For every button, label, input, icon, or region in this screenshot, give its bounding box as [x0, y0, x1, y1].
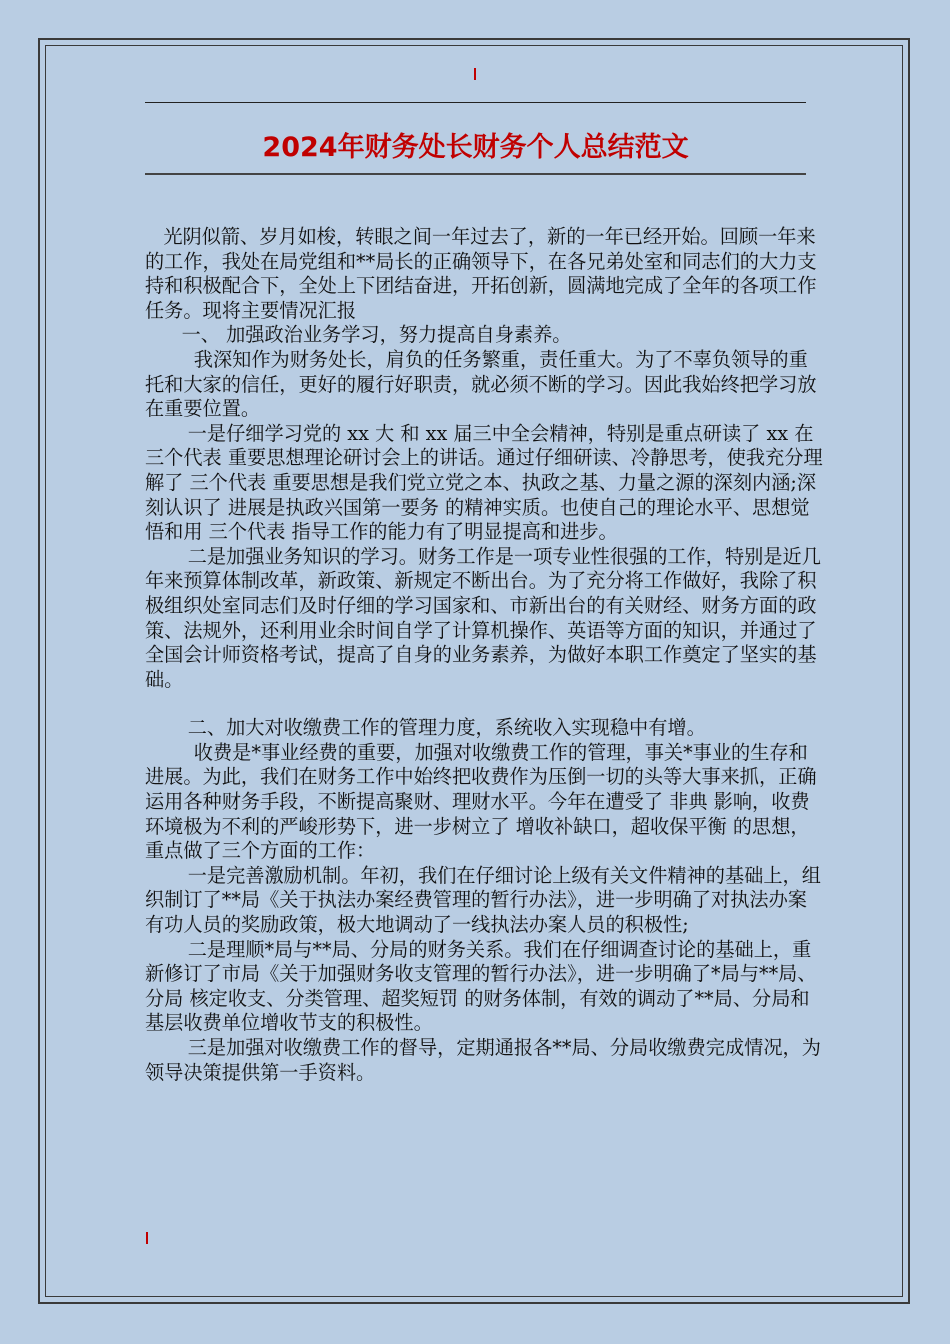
paragraph: 我深知作为财务处长，肩负的任务繁重，责任重大。为了不辜负领导的重托和大家的信任，更好的履行好职责，就必须不断的学习。因此我始终把学习放在重要位置。: [145, 347, 817, 421]
paragraph: 二是理顺*局与**局、分局的财务关系。我们在仔细调查讨论的基础上，重新修订了市局《关于加强财务收支管理的暂行办法》，进一步明确了*局与**局、分局 核定收支、分类管理、超奖短罚 的财务体制，有效的调动了**局、分局和基层收费单位增收节支的积极性。: [145, 937, 817, 1035]
paragraph: 三是加强对收缴费工作的督导，定期通报各**局、分局收缴费完成情况，为领导决策提供第一手资料。: [145, 1036, 821, 1084]
paragraph: 一是完善激励机制。年初，我们在仔细讨论上级有关文件精神的基础上，组织制订了**局《关于执法办案经费管理的暂行办法》，进一步明确了对执法办案有功人员的奖励政策，极大地调动了一线执法办案人员的积极性;: [145, 863, 821, 937]
heading-section-1: 一、 加强政治业务学习，努力提高自身素养。: [145, 323, 572, 347]
paragraph: 一是仔细学习党的 xx 大 和 xx 届三中全会精神，特别是重点研读了 xx 在 三个代表 重要思想理论研讨会上的讲话。通过仔细研读、冷静思考，使我充分理解了 三个代表 重要思想是我们党立党之本、执政之基、力量之源的深刻内涵;深刻认识了 进展是执政兴国第一要务 的精神实质。也使自己的理论水平、思想觉悟和用 三个代表 指导工作的能力有了明显提高和进步。: [145, 421, 823, 544]
heading-section-2: 二、加大对收缴费工作的管理力度，系统收入实现稳中有增。: [145, 716, 706, 740]
header-mark: [474, 68, 476, 80]
header-rule: [145, 102, 806, 103]
title-rule: [145, 173, 806, 175]
paragraph: 收费是*事业经费的重要，加强对收缴费工作的管理，事关*事业的生存和进展。为此，我们在财务工作中始终把收费作为压倒一切的头等大事来抓，正确运用各种财务手段，不断提高聚财、理财水平。今年在遭受了 非典 影响，收费环境极为不利的严峻形势下，进一步树立了 增收补缺口，超收保平衡 的思想，重点做了三个方面的工作：: [145, 740, 817, 863]
document-body: [145, 225, 825, 1085]
footer-mark: [146, 1232, 148, 1244]
paragraph: 二是加强业务知识的学习。财务工作是一项专业性很强的工作，特别是近几年来预算体制改革，新政策、新规定不断出台。为了充分将工作做好，我除了积极组织处室同志们及时仔细的学习国家和、市新出台的有关财经、财务方面的政策、法规外，还利用业余时间自学了计算机操作、英语等方面的知识，并通过了全国会计师资格考试，提高了自身的业务素养，为做好本职工作奠定了坚实的基础。: [145, 544, 821, 691]
paragraph-intro: 光阴似箭、岁月如梭，转眼之间一年过去了，新的一年已经开始。回顾一年来的工作，我处在局党组和**局长的正确领导下，在各兄弟处室和同志们的大力支持和积极配合下，全处上下团结奋进，开拓创新，圆满地完成了全年的各项工作任务。现将主要情况汇报: [145, 225, 817, 322]
document-title: 2024年财务处长财务个人总结范文: [262, 132, 689, 163]
